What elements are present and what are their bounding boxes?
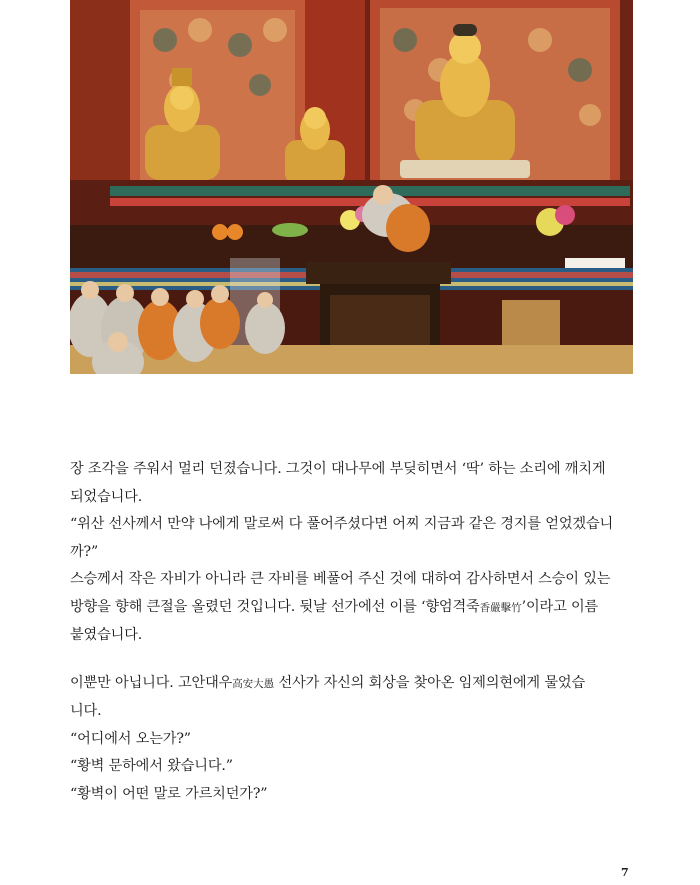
text-line: 장 조각을 주워서 멀리 던졌습니다. 그것이 대나무에 부딪히면서 ‘딱’ 하는 소리에 깨치게 [70,461,606,477]
text-line: 선사가 자신의 회상을 찾아온 임제의현에게 물었습 [274,674,586,691]
temple-dharma-talk-photo [70,0,633,374]
text-line: 이뿐만 아닙니다. 고안대우 [70,674,233,691]
hanja-annotation: 高安大愚 [232,677,275,690]
paragraph-4 [70,670,633,726]
text-line: 방향을 향해 큰절을 올렸던 것입니다. 뒷날 선가에선 이를 ‘향엄격죽 [70,598,480,615]
page-number: 7 [621,866,629,879]
text-line: 되었습니다. [70,488,143,505]
dialogue-line-3: “황벽이 어떤 말로 가르치던가?” [70,785,268,802]
text-line: “위산 선사께서 만약 나에게 말로써 다 풀어주셨다면 어찌 지금과 같은 경지를 얻었겠습니 [70,516,614,532]
body-text [70,456,633,808]
text-line: 니다. [70,703,102,719]
dialogue-line-2: “황벽 문하에서 왔습니다.” [70,758,233,774]
photo-illustration [70,0,633,374]
text-line: 스승께서 작은 자비가 아니라 큰 자비를 베풀어 주신 것에 대하여 감사하면서 스승이 있는 [70,571,611,587]
paragraph-2-quote [70,511,633,566]
left-pillar-shadow [70,0,130,200]
dialogue-line-1: “어디에서 오는가?” [70,730,191,747]
paragraph-3 [70,566,633,650]
text-line: ’이라고 이름 [521,598,599,615]
paragraph-1 [70,456,633,511]
hanja-annotation: 香嚴擊竹 [479,601,522,614]
text-line: 까?” [70,543,99,560]
text-line: 붙였습니다. [70,627,143,643]
